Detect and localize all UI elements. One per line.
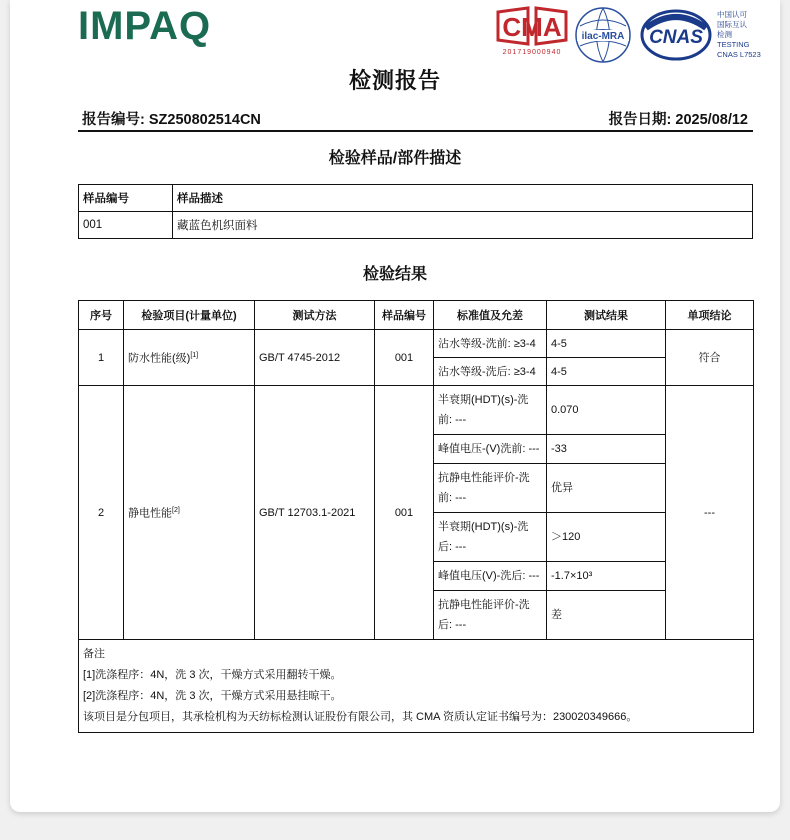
table-row: 峰值电压(V)-洗后: --- -1.7×10³ <box>79 562 754 591</box>
results-section-title: 检验结果 <box>362 266 427 283</box>
table-row: 抗静电性能评价-洗前: --- 优异 <box>79 464 754 513</box>
item-name: 静电性能[2] <box>124 386 255 640</box>
results-header: 检验项目(计量单位) <box>124 301 255 330</box>
table-row: 1 防水性能(级)[1] GB/T 4745-2012 001 沾水等级-洗前: ≥3-4 4-5 符合 <box>79 330 754 358</box>
table-row: 半衰期(HDT)(s)-洗后: --- ＞120 <box>79 513 754 562</box>
table-row: 沾水等级-洗后: ≥3-4 4-5 <box>79 358 754 386</box>
results-table <box>78 300 754 733</box>
page-title: 检测报告 <box>348 68 441 93</box>
conclusion: --- <box>666 386 754 640</box>
sample-header-no: 样品编号 <box>79 185 173 212</box>
results-header: 单项结论 <box>666 301 754 330</box>
report-number: 报告编号: SZ250802514CN <box>82 112 261 128</box>
header-divider <box>78 130 753 132</box>
table-row <box>79 212 753 239</box>
cma-number: 201719000940 <box>502 49 562 56</box>
table-row: 抗静电性能评价-洗后: --- 差 <box>79 591 754 640</box>
sample-table <box>78 184 753 239</box>
note-line: [1]洗涤程序：4N，洗 3 次，干燥方式采用翻转干燥。 <box>83 669 342 681</box>
cnas-side-text: 中国认可 国际互认 检测 TESTING CNAS L7523 <box>717 10 761 59</box>
report-date: 报告日期: 2025/08/12 <box>608 112 748 128</box>
impaq-logo: IMPAQ <box>78 4 212 48</box>
results-header: 样品编号 <box>375 301 434 330</box>
ilac-text: ilac-MRA <box>581 31 625 42</box>
notes-row <box>79 640 754 733</box>
results-header: 序号 <box>79 301 124 330</box>
sample-header-desc: 样品描述 <box>173 185 753 212</box>
conclusion: 符合 <box>666 330 754 386</box>
note-line: 该项目是分包项目，其承检机构为天纺标检测认证股份有限公司，其 CMA 资质认定证书编号为：230020349666。 <box>83 711 638 723</box>
notes-title: 备注 <box>83 648 105 660</box>
results-header: 测试结果 <box>547 301 666 330</box>
results-header: 标准值及允差 <box>434 301 547 330</box>
item-name: 防水性能(级)[1] <box>124 330 255 386</box>
results-header: 测试方法 <box>255 301 375 330</box>
note-line: [2]洗涤程序：4N，洗 3 次，干燥方式采用悬挂晾干。 <box>83 690 342 702</box>
sample-no: 001 <box>79 212 173 239</box>
cnas-logo <box>640 8 712 62</box>
ilac-mra-logo <box>574 6 632 64</box>
sample-desc: 藏蓝色机织面料 <box>173 212 753 239</box>
table-row: 峰值电压-(V)洗前: --- -33 <box>79 435 754 464</box>
sample-section-title: 检验样品/部件描述 <box>328 150 462 167</box>
cma-text: CMA <box>502 12 562 42</box>
cnas-text: CNAS <box>649 27 703 48</box>
cma-logo <box>494 6 570 60</box>
table-row: 2 静电性能[2] GB/T 12703.1-2021 001 半衰期(HDT)(s)-洗前: --- 0.070 --- <box>79 386 754 435</box>
